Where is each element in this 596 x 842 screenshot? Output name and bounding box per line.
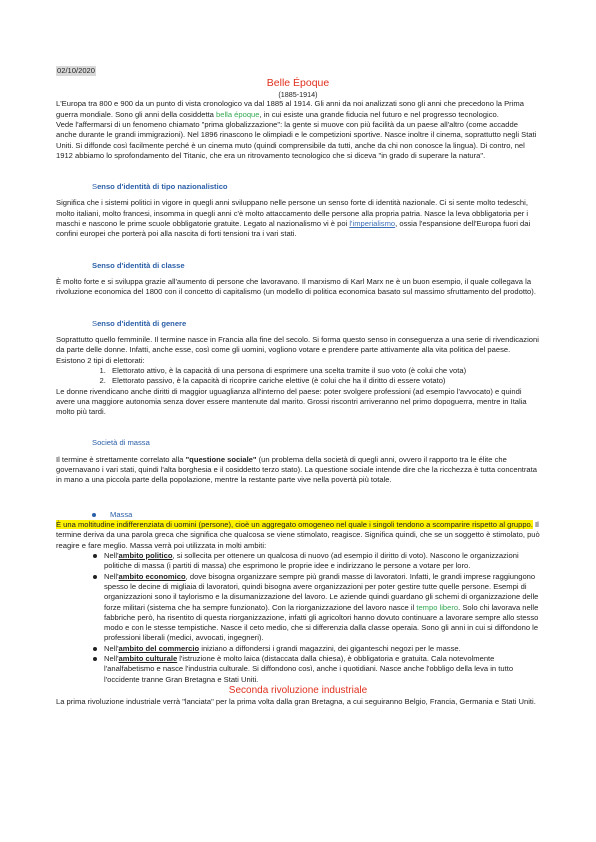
genere-after-paragraph: Le donne rivendicano anche diritti di maggior uguaglianza all'interno del paese: poter svolgere professioni (ad esempio l'avvocato) e quindi avere una maggiore autonomia senza dover essere mantenute dal marito. Grossi riscontri arriveranno nel primo dopoguerra, mentre in Italia molto più tardi.	[56, 386, 527, 417]
list-item: 2. Elettorato passivo, è la capacità di ricoprire cariche elettive (è colui che ha il diritto di essere votato)	[108, 376, 540, 386]
genere-paragraph: Soprattutto quello femminile. Il termine nasce in Francia alla fine del secolo. Si forma questo senso in conseguenza a una serie di rivendicazioni da parte delle donne. Infatti, anche esse, così come gli uomini, vogliono votare e prendere parte attivamente alla vita politica del paese. Esistono 2 tipi di elettorati:	[56, 334, 539, 365]
section-heading-societa: Società di massa	[92, 438, 150, 448]
bullet-icon	[93, 554, 97, 558]
massa-paragraph: È una moltitudine indifferenziata di uomini (persone), cioè un aggregato omogeneo nel quale i singoli tendono a scomparire rispetto al gruppo. Il termine deriva da una parola greca che significa che qualcosa se viene stimolato, reagisce. Significa quindi, che se un soggetto è stimolato, può reagire e fare meglio. Massa verrà poi utilizzata in molti ambiti:	[56, 520, 540, 550]
list-item: Nell'ambito del commercio iniziano a diffondersi i grandi magazzini, dei giganteschi negozi per le masse.	[56, 644, 540, 654]
bullet-icon	[92, 513, 96, 517]
bullet-icon	[93, 647, 97, 651]
list-item: Nell'ambito economico, dove bisogna organizzare sempre più grandi masse di lavoratori. Infatti, le grandi imprese raggiungono spesso le decine di migliaia di lavoratori, quindi bisogna avere organizzazioni per poter gestire tutte quelle persone. Esempi di organizzazioni sono il taylorismo e la disumanizzazione del lavoro. Le aziende quindi guardano gli schemi di organizzazione delle forze militari (sistema che ha sempre funzionato). Con la riorganizzazione del lavoro nasce il tempo libero. Solo chi lavorava nelle fabbriche però, ha risentito di questa riorganizzazione, infatti gli agricoltori hanno dovuto continuare a lavorare sempre allo stesso modo e con le stesse tempistiche. Nasce il ceto medio, che si differenzia dalla classe operaia. Sono gli anni in cui si diffondono le professioni liberali (medici, avvocati, ingegneri).	[56, 572, 540, 644]
bullet-icon	[93, 575, 97, 579]
page-title: Belle Époque	[266, 77, 330, 90]
section-title-seconda-rivoluzione: Seconda rivoluzione industriale	[228, 685, 368, 697]
massa-bullet-heading: Massa	[92, 510, 540, 520]
list-item: Nell'ambito culturale l'istruzione è molto laica (distaccata dalla chiesa), è obbligatoria e gratuita. Cala notevolmente l'analfabetismo e nasce l'industria culturale. Si diffondono così, anche i quotidiani. Nasce anche l'obbligo della leva in tutto l'occidente tranne Gran Bretagna e Stati Uniti.	[56, 654, 540, 685]
date-line	[56, 66, 540, 76]
bullet-icon	[93, 657, 97, 661]
page-subtitle: (1885-1914)	[278, 89, 318, 99]
section-heading-nazionalistico: Senso d'identità di tipo nazionalistico	[92, 182, 228, 192]
ambiti-list	[56, 551, 540, 685]
list-item: 1. Elettorato attivo, è la capacità di una persona di esprimere una scelta tramite il suo voto (è colui che vota)	[108, 366, 540, 376]
imperialismo-link[interactable]: l'imperialismo	[349, 219, 396, 229]
intro-paragraph-2: Vede l'affermarsi di un fenomeno chiamato "prima globalizzazione": la gente si muove con più facilità da un paese all'altro (come accadde anche durante le grandi immigrazioni). Nel 1896 rinascono le olimpiadi e le competizioni sportive. Nasce inoltre il cinema, soprattutto negli Stati Uniti. Si diffonde così facilmente perché è un cinema muto (quindi comprensibile da tutti, anche da chi non conosce la lingua). Di contro, nel 1912 abbiamo lo sprofondamento del Titanic, che era un ritrovamento tecnologico che si diceva "in grado di superare la natura".	[56, 119, 537, 160]
massa-highlight: È una moltitudine indifferenziata di uomini (persone), cioè un aggregato omogeneo nel quale i singoli tendono a scomparire rispetto al gruppo.	[56, 520, 533, 530]
intro-paragraph-1: L'Europa tra 800 e 900 da un punto di vista cronologico va dal 1885 al 1914. Gli anni da noi analizzati sono gli anni che precedono la Prima guerra mondiale. Sono gli anni della cosiddetta bella époque, in cui esiste una grande fiducia nel futuro e nel progresso tecnologico.	[56, 99, 524, 119]
questione-sociale-term: "questione sociale"	[185, 454, 257, 464]
classe-paragraph: È molto forte e si sviluppa grazie all'aumento di persone che lavoravano. Il marxismo di Karl Marx ne è un buon esempio, il quale collegava la rivoluzione economica del 1800 con il concetto di capitalismo (un modello di politica economica basato sul massimo sfruttamento del prodotto).	[56, 277, 536, 297]
societa-paragraph: Il termine è strettamente correlato alla "questione sociale" (un problema della società di quegli anni, ovvero il rapporto tra le élite che governavano i vari stati, quindi l'alta borghesia e il cosiddetto terzo stato). La questione sociale intende dire che la ricchezza è tutta concentrata in mano a una piccola parte della popolazione, mentre la restante parte vive nella povertà più totale.	[56, 454, 537, 485]
section-heading-genere: Senso d'identità di genere	[92, 318, 187, 328]
date-label: 02/10/2020	[57, 66, 96, 75]
section-heading-classe: Senso d'identità di classe	[92, 260, 185, 270]
tempo-libero-term: tempo libero	[416, 602, 459, 612]
elettorati-list	[56, 366, 540, 387]
seconda-paragraph: La prima rivoluzione industriale verrà "lanciata" per la prima volta dalla gran Bretagna, a cui seguiranno Belgio, Francia, Germania e Stati Uniti.	[56, 697, 536, 707]
nazionalistico-paragraph: Significa che i sistemi politici in vigore in quegli anni sviluppano nelle persone un senso forte di identità nazionale. Ci si sente molto tedeschi, molto italiani, molto francesi, insomma in quegli anni c'è molto attaccamento delle persone alla propria patria. Nasce la leva obbligatoria per i maschi e nascono le prime scuole obbligatorie gratuite. Legato al nazionalismo vi è poi l'imperialismo, ossia l'espansione dell'Europa fuori dai confini europei che porterà poi alla nascita di forti tensioni tra i vari stati.	[56, 198, 531, 239]
list-item: Nell'ambito politico, si sollecita per ottenere un qualcosa di nuovo (ad esempio il diritto di voto). Nascono le organizzazioni politiche di massa (i partiti di massa) che esprimono le proprie idee e indirizzano le persone a votare per loro.	[56, 551, 540, 572]
bella-epoque-term: bella époque	[216, 109, 260, 119]
